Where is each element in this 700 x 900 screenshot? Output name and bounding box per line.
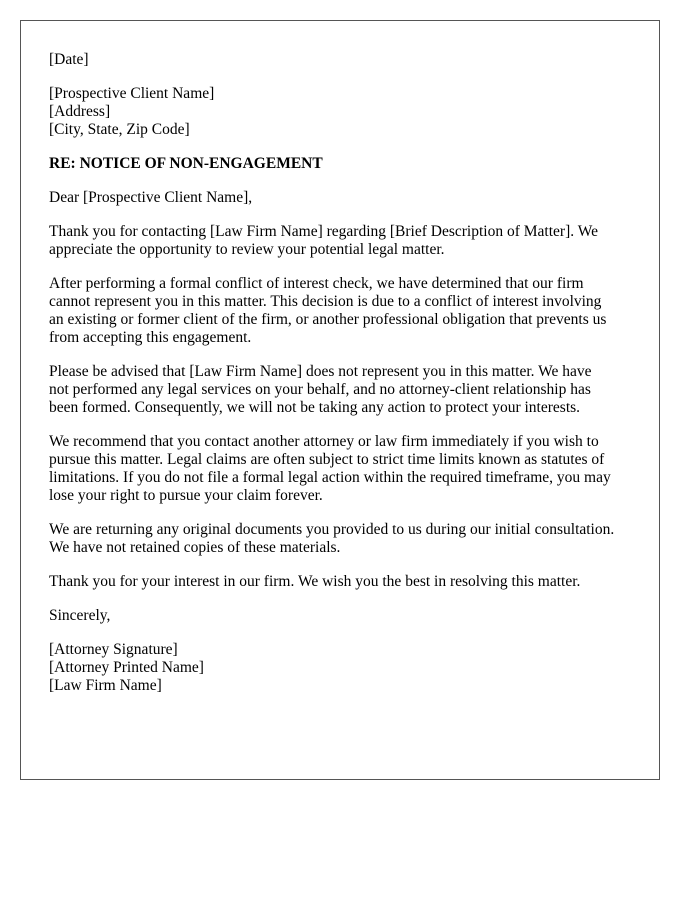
paragraph-line: been formed. Consequently, we will not be taking any action to protect your interests. (49, 399, 581, 416)
closing: Sincerely, (49, 607, 111, 624)
body-paragraph-5 (49, 521, 639, 557)
paragraph-line: Thank you for contacting [Law Firm Name] regarding [Brief Description of Matter]. We (49, 223, 598, 240)
paragraph-line: cannot represent you in this matter. This decision is due to a conflict of interest involving (49, 293, 602, 310)
closing-block (49, 607, 639, 625)
paragraph-line: After performing a formal conflict of interest check, we have determined that our firm (49, 275, 584, 292)
salutation-block (49, 189, 639, 207)
paragraph-line: limitations. If you do not file a formal legal action within the required timeframe, you may (49, 469, 611, 486)
paragraph-line: We are returning any original documents you provided to us during our initial consultation. (49, 521, 615, 538)
paragraph-line: appreciate the opportunity to review your potential legal matter. (49, 241, 445, 258)
recipient-city-state-zip: [City, State, Zip Code] (49, 121, 190, 138)
letter-page (20, 20, 660, 780)
letter-content (49, 51, 639, 711)
paragraph-line: Thank you for your interest in our firm. We wish you the best in resolving this matter. (49, 573, 581, 590)
subject-line: RE: NOTICE OF NON-ENGAGEMENT (49, 155, 323, 172)
paragraph-line: not performed any legal services on your behalf, and no attorney-client relationship has (49, 381, 591, 398)
paragraph-line: We recommend that you contact another attorney or law firm immediately if you wish to (49, 433, 599, 450)
subject-block (49, 155, 639, 173)
body-paragraph-4 (49, 433, 639, 505)
paragraph-line: Please be advised that [Law Firm Name] does not represent you in this matter. We have (49, 363, 592, 380)
attorney-printed-name: [Attorney Printed Name] (49, 659, 204, 676)
recipient-address: [Address] (49, 103, 111, 120)
paragraph-line: We have not retained copies of these materials. (49, 539, 341, 556)
recipient-name: [Prospective Client Name] (49, 85, 215, 102)
body-paragraph-3 (49, 363, 639, 417)
letter-date: [Date] (49, 51, 89, 68)
salutation: Dear [Prospective Client Name], (49, 189, 253, 206)
paragraph-line: from accepting this engagement. (49, 329, 252, 346)
law-firm-name: [Law Firm Name] (49, 677, 162, 694)
body-paragraph-2 (49, 275, 639, 347)
body-paragraph-1 (49, 223, 639, 259)
paragraph-line: lose your right to pursue your claim forever. (49, 487, 323, 504)
body-paragraph-6 (49, 573, 639, 591)
recipient-address-block (49, 85, 639, 139)
paragraph-line: an existing or former client of the firm, or another professional obligation that prevents us (49, 311, 607, 328)
attorney-signature: [Attorney Signature] (49, 641, 178, 658)
signature-block (49, 641, 639, 695)
paragraph-line: pursue this matter. Legal claims are often subject to strict time limits known as statutes of (49, 451, 605, 468)
date-block (49, 51, 639, 69)
